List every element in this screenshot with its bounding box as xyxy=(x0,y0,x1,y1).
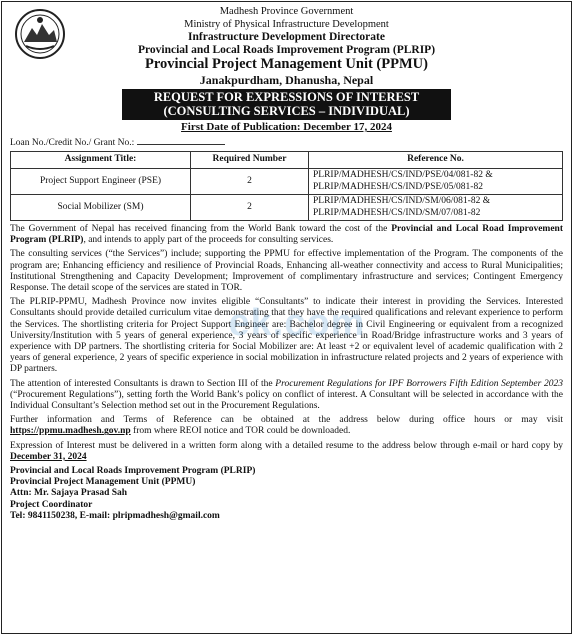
reoi-banner xyxy=(122,89,451,120)
required-number: 2 xyxy=(191,169,309,195)
contact-attn: Attn: Mr. Sajaya Prasad Sah xyxy=(10,488,128,499)
reference-no: PLRIP/MADHESH/CS/IND/PSE/04/081-82 & xyxy=(313,170,493,180)
loan-label: Loan No./Credit No./ Grant No.: xyxy=(10,138,135,148)
nepal-emblem-icon xyxy=(14,8,66,60)
regulation-title: Procurement Regulations for IPF Borrowers Fifth Edition September 2023 xyxy=(275,378,563,389)
reference-no: PLRIP/MADHESH/CS/IND/SM/07/081-82 xyxy=(313,207,481,218)
banner-line-2: (CONSULTING SERVICES – INDIVIDUAL) xyxy=(163,104,410,118)
text-run: The Government of Nepal has received financing from the World Bank toward the cost of the xyxy=(10,224,392,234)
deadline-date: December 31, 2024 xyxy=(10,451,87,462)
loan-number-row xyxy=(10,136,563,149)
text-run: , and intends to apply part of the proceeds for consulting services. xyxy=(83,235,334,246)
text-run: (“Procurement Regulations”), setting forth the World Bank’s policy on conflict of interest. A Consultant will be selected in accordance with the Individual Consultant’s Selection method set out in the Procurement Regulations. xyxy=(10,389,563,412)
directorate-name: Infrastructure Development Directorate xyxy=(188,31,385,43)
loan-blank-line xyxy=(137,136,225,145)
reference-cell xyxy=(309,195,563,221)
assignment-title: Social Mobilizer (SM) xyxy=(11,195,191,221)
col-header-title: Assignment Title: xyxy=(11,152,191,169)
gov-name: Madhesh Province Government xyxy=(219,6,354,17)
notice-page xyxy=(1,1,572,634)
paragraph-financing xyxy=(10,224,563,246)
website-link[interactable]: https://ppmu.madhesh.gov.np xyxy=(10,426,131,437)
publication-date: First Date of Publication: December 17, 2024 xyxy=(181,121,392,133)
col-header-reference: Reference No. xyxy=(309,152,563,169)
reference-no: PLRIP/MADHESH/CS/IND/SM/06/081-82 & xyxy=(313,196,491,206)
location: Janakpurdham, Dhanusha, Nepal xyxy=(199,73,374,87)
paragraph-deadline xyxy=(10,441,563,463)
unit-name: Provincial Project Management Unit (PPMU) xyxy=(145,56,428,72)
text-run: The attention of interested Consultants is drawn to Section III of the xyxy=(10,378,276,389)
reference-cell xyxy=(309,169,563,195)
contact-unit: Provincial Project Management Unit (PPMU) xyxy=(10,477,196,488)
contact-block xyxy=(10,466,563,522)
table-header-row xyxy=(11,152,563,169)
header xyxy=(10,6,563,87)
contact-program: Provincial and Local Roads Improvement Program (PLRIP) xyxy=(10,466,256,477)
watermark: ek.com xyxy=(228,302,366,344)
text-run: Expression of Interest must be delivered in a written form along with a detailed resume to the address below through e-mail or hard copy by xyxy=(10,440,563,451)
reference-no: PLRIP/MADHESH/CS/IND/PSE/05/081-82 xyxy=(313,181,483,192)
paragraph-criteria: The PLRIP-PPMU, Madhesh Province now invites eligible “Consultants” to indicate their interest in providing the Services. Interested Consultants should provide detailed curriculum vitae demonstrating that they have the required qualifications and relevant experience to perform the Services. The shortlisting criteria for Project Support Engineer are: Bachelor degree in Civil Engineering or equivalent from a recognized University/Institution with 5 years of general experience, 3 years of specific experience in Road/Bridge infrastructure works and 3 years of experience with DP partners. The shortlisting criteria for Social Mobilizer are: At least +2 or equivalent level of academic qualification with 2 years of general experience, 2 years of specific experience in social mobilization in infrastructure related projects and 2 years of experience with DP partners. xyxy=(10,297,563,375)
assignment-table xyxy=(10,151,563,221)
ministry-name: Ministry of Physical Infrastructure Development xyxy=(184,18,389,30)
text-run: from where REOI notice and TOR could be downloaded. xyxy=(130,426,351,437)
required-number: 2 xyxy=(191,195,309,221)
program-bold: Provincial and Local Road Improvement Program (PLRIP) xyxy=(10,224,563,246)
assignment-title: Project Support Engineer (PSE) xyxy=(11,169,191,195)
col-header-number: Required Number xyxy=(191,152,309,169)
paragraph-further-info xyxy=(10,415,563,437)
contact-role: Project Coordinator xyxy=(10,499,93,510)
program-name: Provincial and Local Roads Improvement Program (PLRIP) xyxy=(137,43,436,56)
contact-tel-email[interactable]: Tel: 9841150238, E-mail: plripmadhesh@gmail.com xyxy=(10,510,220,521)
paragraph-services: The consulting services (“the Services”) include; supporting the PPMU for effective implementation of the Program. The components of the program are; Enhancing efficiency and resilience of Provincial Roads, Enhancing all-weather connectivity and access to Rural Municipalities; Institutional Strengthening and Capacity Development; Improvement of complimentary infrastructure and services; Contingent Emergency Response. The detail scope of the services are stated in TOR. xyxy=(10,249,563,294)
text-run: Further information and Terms of Reference can be obtained at the address below during office hours or may visit xyxy=(10,415,563,426)
banner-line-1: REQUEST FOR EXPRESSIONS OF INTEREST xyxy=(153,90,420,104)
paragraph-regulations xyxy=(10,379,563,413)
table-row xyxy=(11,195,563,221)
table-row xyxy=(11,169,563,195)
notice-body xyxy=(10,224,563,463)
